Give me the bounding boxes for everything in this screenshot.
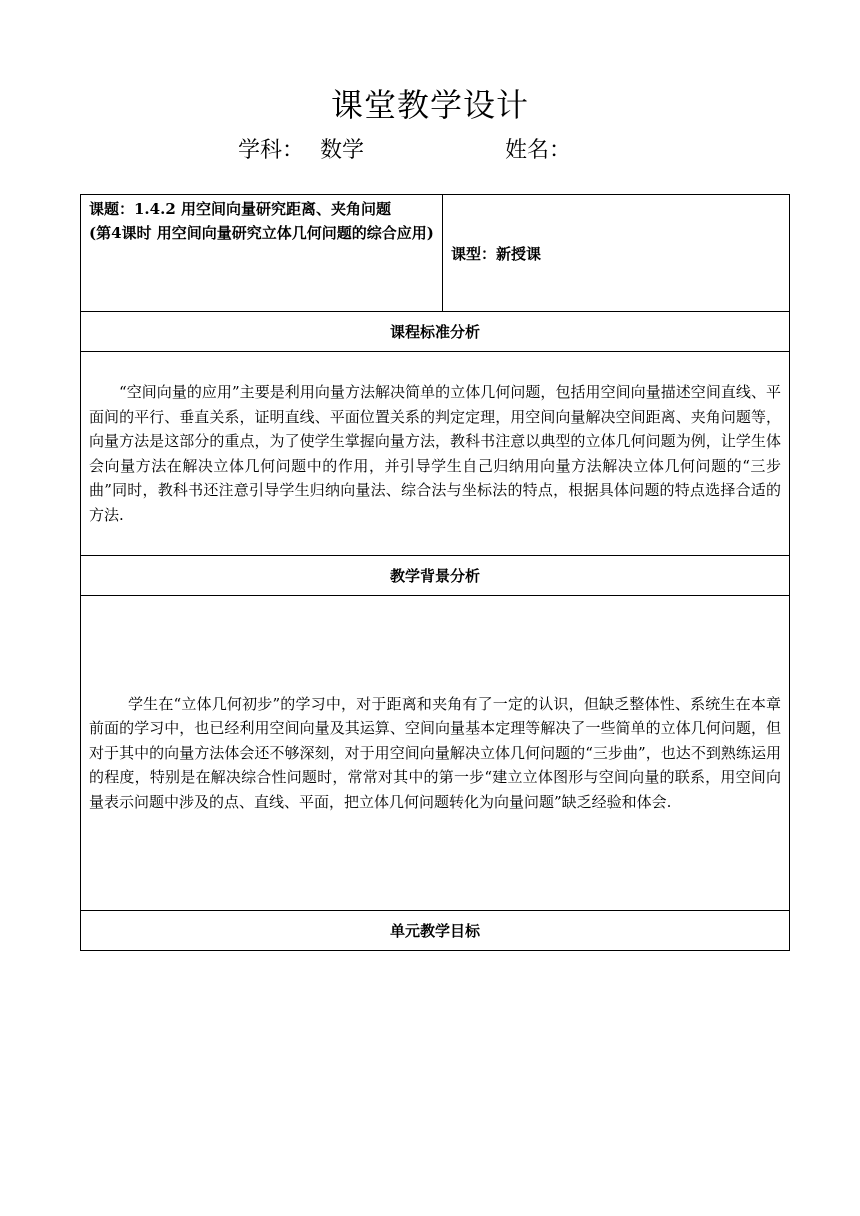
lesson-type: 课型：新授课 bbox=[443, 195, 790, 312]
background-body bbox=[81, 596, 790, 911]
subject-name-line bbox=[0, 136, 860, 166]
name-label: 姓名： bbox=[505, 138, 572, 163]
standard-body bbox=[81, 352, 790, 556]
standard-text: “空间向量的应用”主要是利用向量方法解决简单的立体几何问题，包括用空间向量描述空间直线、平面间的平行、垂直关系，证明直线、平面位置关系的判定定理，用空间向量解决空间距离、夹角问题等，向量方法是这部分的重点，为了使学生掌握向量方法，教科书注意以典型的立体几何问题为例，让学生体会向量方法在解决立体几何问题中的作用，并引导学生自己归纳用向量方法解决立体几何问题的“三步曲”同时，教科书还注意引导学生归纳向量法、综合法与坐标法的特点，根据具体问题的特点选择合适的方法. bbox=[89, 383, 781, 524]
background-text: 学生在“立体几何初步”的学习中，对于距离和夹角有了一定的认识，但缺乏整体性、系统生在本章前面的学习中，也已经利用空间向量及其运算、空间向量基本定理等解决了一些简单的立体几何问题，但对于其中的向量方法体会还不够深刻，对于用空间向量解决立体几何问题的“三步曲”，也达不到熟练运用的程度，特别是在解决综合性问题时，常常对其中的第一步“建立立体图形与空间向量的联系，用空间向量表示问题中涉及的点、直线、平面，把立体几何问题转化为向量问题”缺乏经验和体会. bbox=[89, 694, 781, 811]
topic-cell bbox=[81, 195, 443, 312]
subject-label: 学科： bbox=[238, 138, 305, 163]
background-heading: 教学背景分析 bbox=[81, 556, 790, 596]
document-title: 课堂教学设计 bbox=[330, 86, 529, 124]
subject-value: 数学 bbox=[320, 138, 365, 163]
topic-row bbox=[81, 195, 790, 312]
lesson-design-table bbox=[80, 194, 790, 951]
standard-heading: 课程标准分析 bbox=[81, 312, 790, 352]
topic-title: 课题：1.4.2 用空间向量研究距离、夹角问题 bbox=[89, 200, 391, 218]
topic-subtitle: (第4课时 用空间向量研究立体几何问题的综合应用) bbox=[89, 224, 434, 242]
unit-goal-heading: 单元教学目标 bbox=[81, 911, 790, 951]
